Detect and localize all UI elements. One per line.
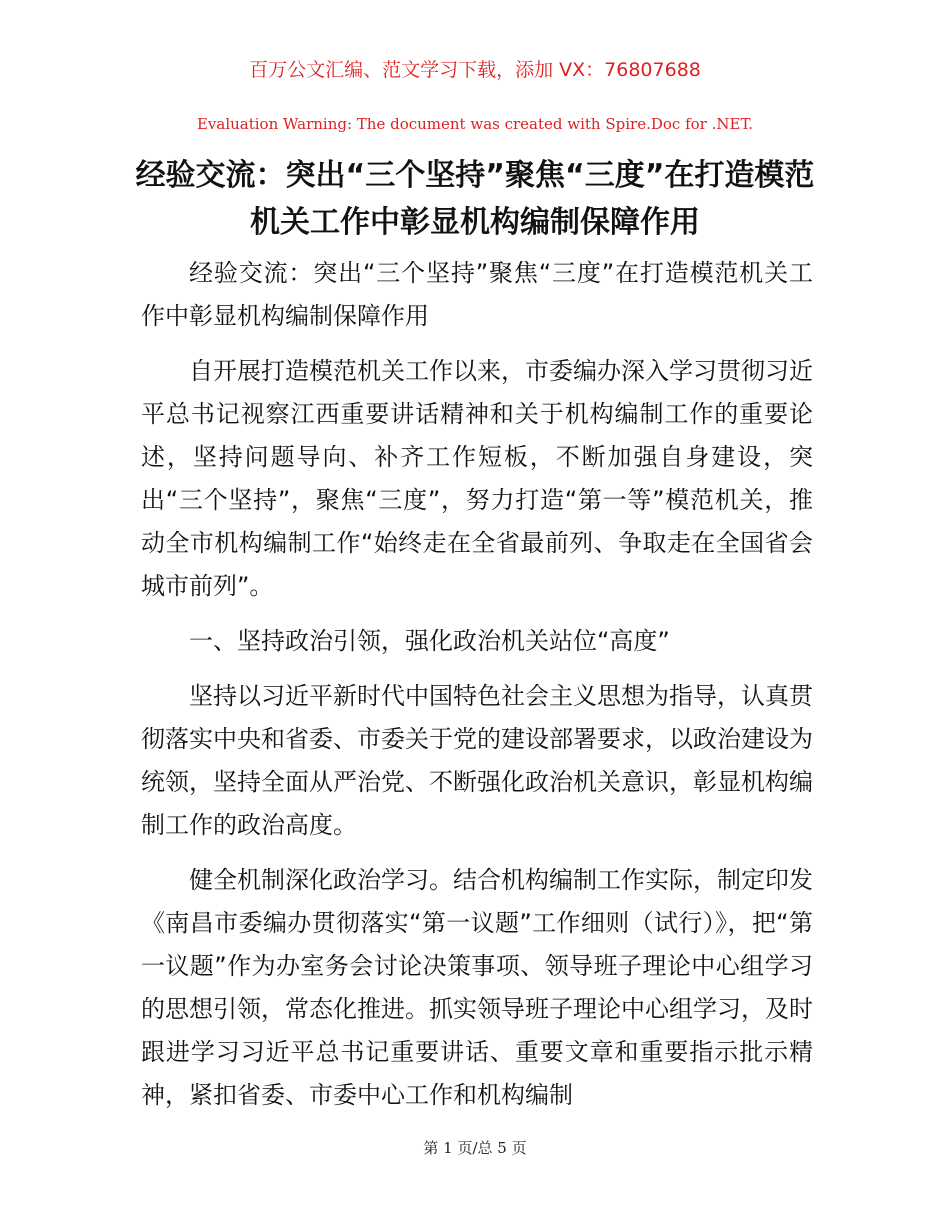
paragraph-section-1: 坚持以习近平新时代中国特色社会主义思想为指导，认真贯彻落实中央和省委、市委关于党的建设部署要求，以政治建设为统领，坚持全面从严治党、不断强化政治机关意识，彰显机构编制工作的政治高度。: [141, 682, 813, 839]
paragraph-intro: 自开展打造模范机关工作以来，市委编办深入学习贯彻习近平总书记视察江西重要讲话精神和关于机构编制工作的重要论述，坚持问题导向、补齐工作短板，不断加强自身建设，突出“三个坚持”，聚焦“三度”，努力打造“第一等”模范机关，推动全市机构编制工作“始终走在全省最前列、争取走在全国省会城市前列”。: [141, 357, 813, 600]
page-number-footer: 第 1 页/总 5 页: [423, 1139, 527, 1157]
section-heading-1: 一、坚持政治引领，强化政治机关站位“高度”: [189, 627, 670, 655]
paragraph-subtitle: 经验交流：突出“三个坚持”聚焦“三度”在打造模范机关工作中彰显机构编制保障作用: [141, 259, 813, 330]
evaluation-warning: Evaluation Warning: The document was created with Spire.Doc for .NET.: [196, 115, 754, 133]
document-title: 经验交流：突出“三个坚持”聚焦“三度”在打造模范机关工作中彰显机构编制保障作用: [135, 158, 815, 240]
header-banner: 百万公文汇编、范文学习下载，添加 VX：76807688: [249, 59, 701, 81]
paragraph-political-study: 健全机制深化政治学习。结合机构编制工作实际，制定印发《南昌市委编办贯彻落实“第一议题”工作细则（试行）》，把“第一议题”作为办室务会讨论决策事项、领导班子理论中心组学习的思想引领，常态化推进。抓实领导班子理论中心组学习，及时跟进学习习近平总书记重要讲话、重要文章和重要指示批示精神，紧扣省委、市委中心工作和机构编制: [141, 866, 813, 1109]
document-body: [141, 252, 813, 1129]
